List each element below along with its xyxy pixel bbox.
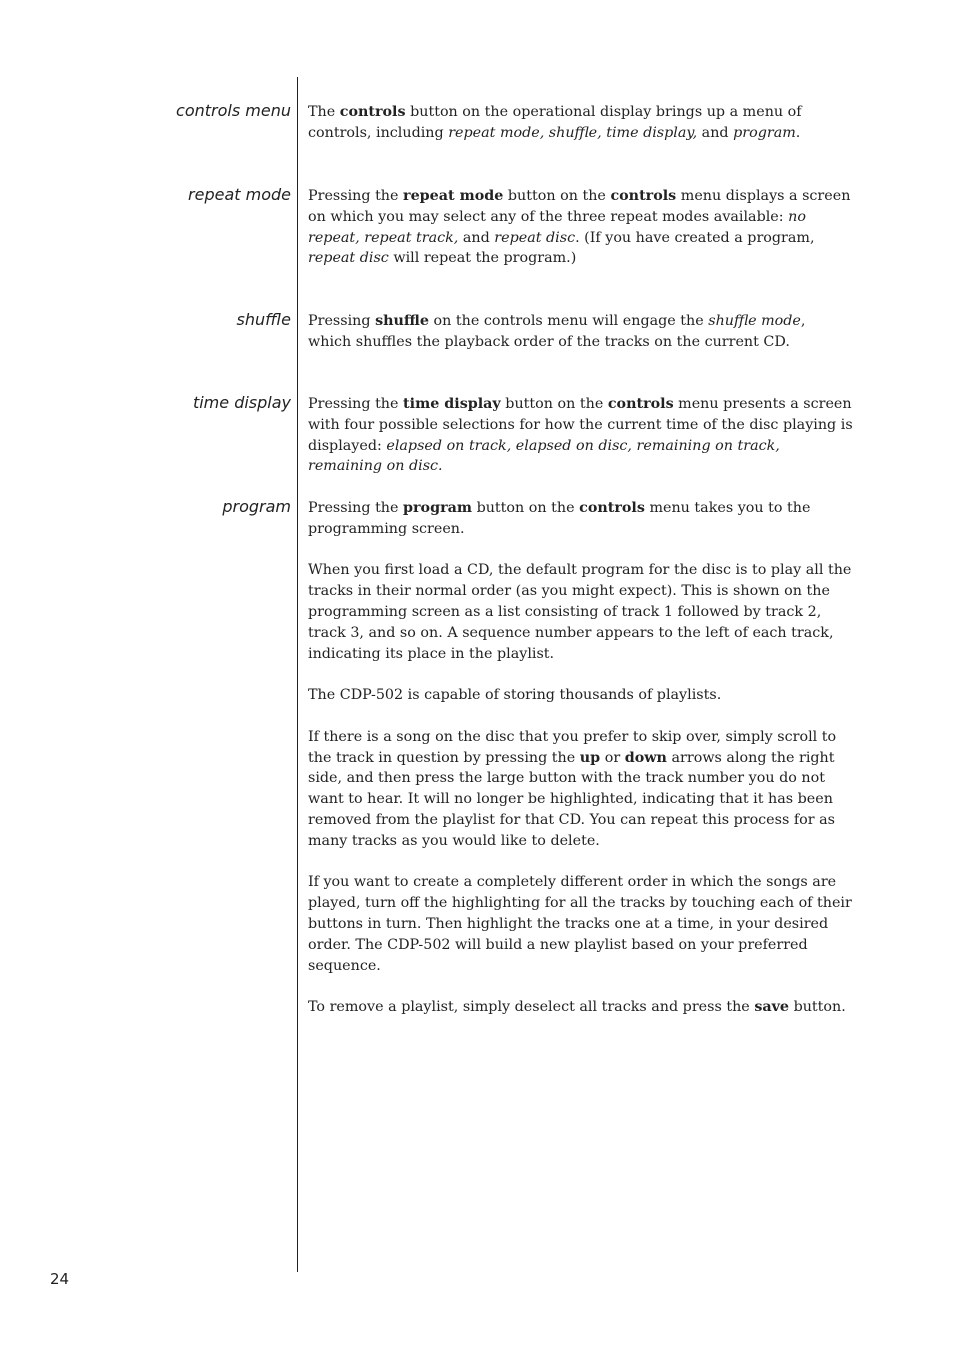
label-controls-menu: controls menu <box>176 101 291 120</box>
section-time-display <box>308 394 853 477</box>
paragraph: If there is a song on the disc that you prefer to skip over, simply scroll to the track in question by pressing the up or down arrows along the right side, and then press the large button with the track number you do not want to hear. It will no longer be highlighted, indicating that it has been removed from the playlist for that CD. You can repeat this process for as many tracks as you would like to delete. <box>308 728 837 849</box>
paragraph: To remove a playlist, simply deselect all tracks and press the save button. <box>308 999 846 1016</box>
paragraph: The controls button on the operational display brings up a menu of controls, including repeat mode, shuffle, time display, and program. <box>308 104 802 141</box>
paragraph: The CDP-502 is capable of storing thousands of playlists. <box>308 687 722 704</box>
section-repeat-mode <box>308 186 853 269</box>
label-repeat-mode: repeat mode <box>188 185 291 204</box>
paragraph: Pressing the program button on the controls menu takes you to the programming screen. <box>308 500 811 537</box>
vertical-rule <box>297 77 298 1272</box>
paragraph: When you first load a CD, the default program for the disc is to play all the tracks in their normal order (as you might expect). This is shown on the programming screen as a list consisting of track 1 followed by track 2, track 3, and so on. A sequence number appears to the left of each track, indicating its place in the playlist. <box>308 562 852 662</box>
paragraph: Pressing the repeat mode button on the controls menu displays a screen on which you may select any of the three repeat modes available: no repeat, repeat track, and repeat disc. (If you have created a program, repeat disc will repeat the program.) <box>308 188 851 267</box>
label-time-display: time display <box>192 393 291 412</box>
page-number: 24 <box>50 1270 70 1288</box>
section-program <box>308 498 853 1018</box>
section-shuffle <box>308 311 853 353</box>
paragraph: If you want to create a completely different order in which the songs are played, turn off the highlighting for all the tracks by touching each of their buttons in turn. Then highlight the tracks one at a time, in your desired order. The CDP-502 will build a new playlist based on your preferred sequence. <box>308 874 852 974</box>
paragraph: Pressing shuffle on the controls menu will engage the shuffle mode, which shuffles the playback order of the tracks on the current CD. <box>308 313 806 350</box>
paragraph: Pressing the time display button on the controls menu presents a screen with four possible selections for how the current time of the disc playing is displayed: elapsed on track, elapsed on disc, remaining on track, remaining on disc. <box>308 396 853 475</box>
label-program: program <box>222 497 291 516</box>
section-controls-menu <box>308 102 853 144</box>
label-shuffle: shuffle <box>236 310 291 329</box>
